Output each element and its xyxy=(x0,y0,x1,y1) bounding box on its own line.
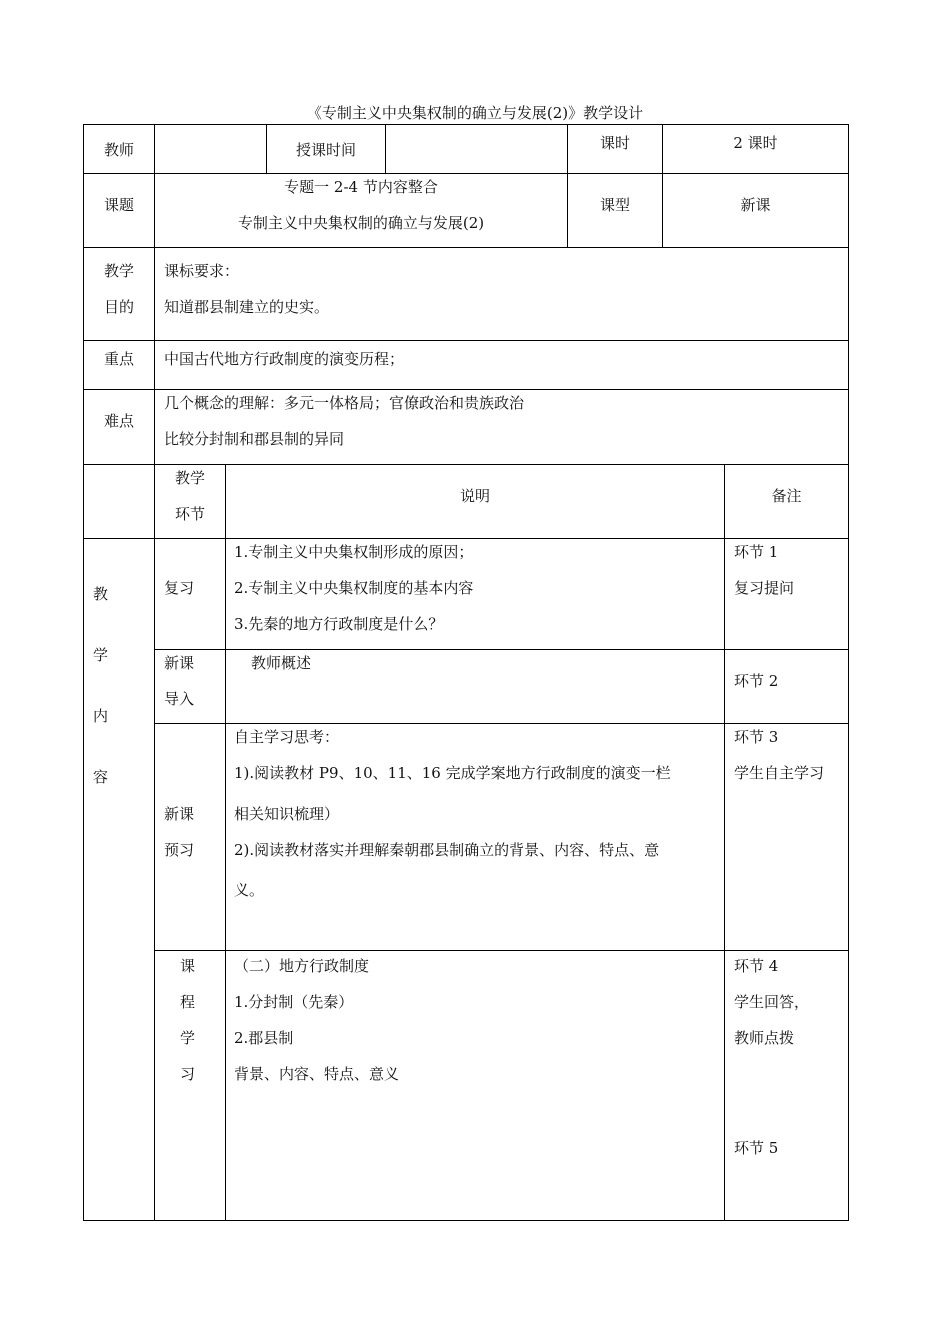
goal-label-2: 目的 xyxy=(103,298,134,316)
period-value: 2 课时 xyxy=(733,134,778,152)
content-label-char: 容 xyxy=(93,768,109,786)
table-border-top xyxy=(83,124,849,125)
course-line: （二）地方行政制度 xyxy=(234,957,370,975)
table-border-left xyxy=(83,124,84,1220)
row-divider xyxy=(83,464,849,465)
topic-line1: 专题一 2-4 节内容整合 xyxy=(284,178,438,196)
content-label-char: 教 xyxy=(93,585,109,603)
table-border-right xyxy=(848,124,849,1220)
note-header: 备注 xyxy=(771,487,802,505)
difficulty-line1: 几个概念的理解：多元一体格局；官僚政治和贵族政治 xyxy=(164,394,525,412)
intro-stage-2: 导入 xyxy=(164,690,195,708)
course-note: 教师点拨 xyxy=(734,1029,795,1047)
stage-header-2: 环节 xyxy=(174,505,205,523)
period-label: 课时 xyxy=(599,134,630,152)
course-stage-char: 课 xyxy=(180,957,196,975)
review-note: 环节 1 xyxy=(734,543,779,561)
preview-line: 相关知识梳理） xyxy=(234,805,340,823)
course-stage-char: 学 xyxy=(180,1029,196,1047)
course-line: 2.郡县制 xyxy=(234,1029,294,1047)
difficulty-label: 难点 xyxy=(103,412,134,430)
col-divider xyxy=(154,340,155,464)
type-label: 课型 xyxy=(599,196,630,214)
document-title: 《专制主义中央集权制的确立与发展(2)》教学设计 xyxy=(306,104,644,122)
row-divider xyxy=(154,649,849,650)
col-divider xyxy=(154,464,155,1220)
review-note: 复习提问 xyxy=(734,579,795,597)
intro-note: 环节 2 xyxy=(734,672,779,690)
table-border-bottom xyxy=(83,1220,849,1221)
col-divider xyxy=(724,464,725,1220)
row-divider xyxy=(83,247,849,248)
course-stage-char: 习 xyxy=(180,1065,196,1083)
col-divider xyxy=(385,124,386,173)
key-text: 中国古代地方行政制度的演变历程； xyxy=(164,350,405,368)
row-divider xyxy=(83,389,849,390)
row-divider xyxy=(83,538,849,539)
preview-line: 自主学习思考： xyxy=(234,728,340,746)
goal-line1: 课标要求： xyxy=(164,262,240,280)
preview-stage-1: 新课 xyxy=(164,805,195,823)
intro-desc: 教师概述 xyxy=(251,654,312,672)
col-divider xyxy=(225,464,226,1220)
preview-stage-2: 预习 xyxy=(164,841,195,859)
review-stage: 复习 xyxy=(164,579,195,597)
intro-stage-1: 新课 xyxy=(164,654,195,672)
preview-line: 义。 xyxy=(234,881,265,899)
goal-line2: 知道郡县制建立的史实。 xyxy=(164,298,330,316)
type-value: 新课 xyxy=(740,196,771,214)
goal-label-1: 教学 xyxy=(103,262,134,280)
difficulty-line2: 比较分封制和郡县制的异同 xyxy=(164,430,345,448)
row-divider xyxy=(83,340,849,341)
preview-note: 学生自主学习 xyxy=(734,764,825,782)
preview-note: 环节 3 xyxy=(734,728,779,746)
row-divider xyxy=(83,173,849,174)
topic-label: 课题 xyxy=(103,196,134,214)
row-divider xyxy=(154,723,849,724)
topic-line2: 专制主义中央集权制的确立与发展(2) xyxy=(237,214,485,232)
course-line: 背景、内容、特点、意义 xyxy=(234,1065,400,1083)
desc-header: 说明 xyxy=(459,487,490,505)
review-line: 3.先秦的地方行政制度是什么？ xyxy=(234,615,444,633)
review-line: 2.专制主义中央集权制度的基本内容 xyxy=(234,579,474,597)
course-stage-char: 程 xyxy=(180,993,196,1011)
course-note: 学生回答， xyxy=(734,993,810,1011)
course-note: 环节 4 xyxy=(734,957,779,975)
row-divider xyxy=(154,950,849,951)
key-label: 重点 xyxy=(103,350,134,368)
course-note-extra: 环节 5 xyxy=(734,1139,779,1157)
course-line: 1.分封制（先秦） xyxy=(234,993,354,1011)
content-label-char: 学 xyxy=(93,646,109,664)
preview-line: 1).阅读教材 P9、10、11、16 完成学案地方行政制度的演变一栏 xyxy=(234,764,671,782)
content-label-char: 内 xyxy=(93,707,109,725)
preview-line: 2).阅读教材落实并理解秦朝郡县制确立的背景、内容、特点、意 xyxy=(234,841,660,859)
stage-header-1: 教学 xyxy=(174,469,205,487)
review-line: 1.专制主义中央集权制形成的原因； xyxy=(234,543,474,561)
teacher-label: 教师 xyxy=(103,141,134,159)
time-label: 授课时间 xyxy=(295,141,356,159)
